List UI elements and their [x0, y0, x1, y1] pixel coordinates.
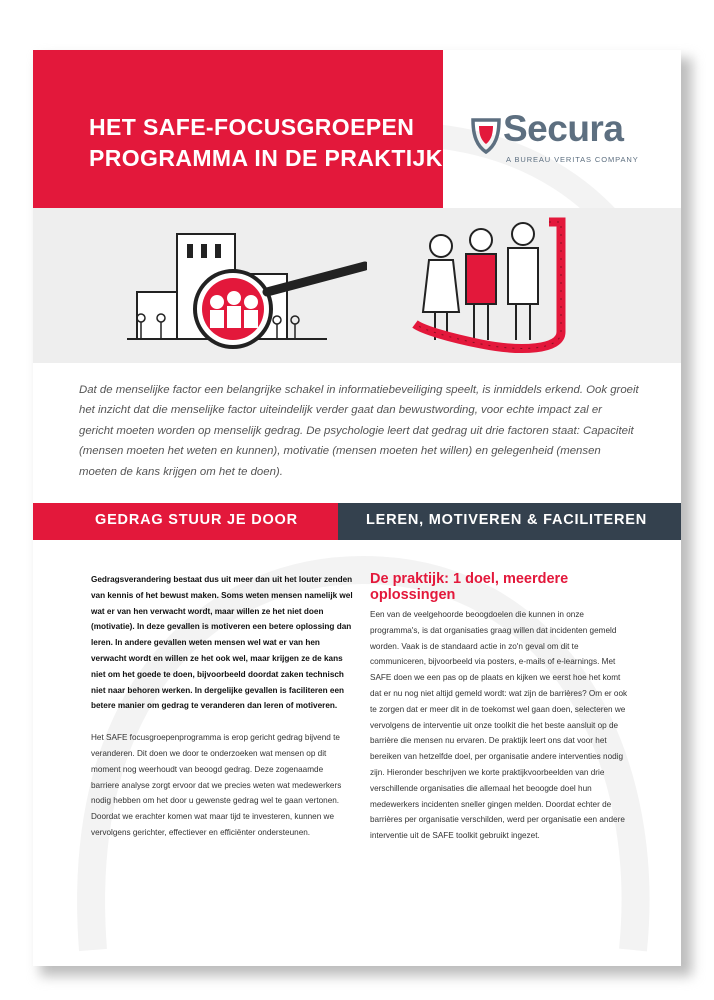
title-line-2: PROGRAMMA IN DE PRAKTIJK: [89, 145, 443, 171]
secura-logo: [469, 108, 649, 170]
banner-left-text: GEDRAG STUUR JE DOOR: [95, 512, 298, 528]
left-paragraph-1: Gedragsverandering bestaat dus uit meer dan uit het louter zenden van kennis of het bewust maken. Soms weten mensen namelijk wel wat er van hen verwacht wordt, maar willen ze het niet doen (motivatie). In deze gevallen is motiveren een betere oplossing dan leren. In andere gevallen weten mensen wel wat er van hen verwacht wordt en willen ze het ook wel, maar krijgen ze de kans niet om het goede te doen, bijvoorbeeld doordat zaken technisch niet naar behoren werken. In dergelijke gevallen is faciliteren een betere manier om gedrag te veranderen dan leren of motiveren.: [91, 575, 353, 711]
right-column-heading: De praktijk: 1 doel, meerdere oplossingen: [370, 571, 569, 603]
logo-wordmark: Secura: [503, 108, 624, 149]
left-column: [91, 572, 353, 857]
title-line-1: HET SAFE-FOCUSGROEPEN: [89, 114, 415, 140]
banner-left: [33, 503, 338, 540]
shield-logo-icon: [469, 116, 503, 154]
right-paragraph: Een van de veelgehoorde beoogdoelen die kunnen in onze programma's, is dat organisaties graag willen dat incidenten gemeld worden. Vaak is de standaard actie in zo'n geval om dit te communiceren, bijvoorbeeld via posters, e-mails of e-learnings. Met SAFE doen we een pas op de plaats en kijken we eerst hoe het komt dat er nu nog niet altijd gemeld wordt: wat zijn de barrières? Om er ook te zorgen dat er meer dit in de toekomst wel gaan doen, selecteren we vervolgens de interventie uit onze toolkit die het beste aansluit op de barrière die mensen nu ervaren. De praktijk leert ons dat voor het bereiken van hetzelfde doel, per organisatie andere interventies nodig zijn. Hieronder beschrijven we korte praktijkvoorbeelden van drie verschillende organisaties die allemaal het beoogde doel hun medewerkers incidenten sneller gingen melden. Doordat echter de barrières per organisatie verschilden, werd per organisatie een andere interventie uit de SAFE toolkit gebruikt ingezet.: [370, 610, 628, 841]
document-page: [33, 50, 681, 966]
header-banner: [33, 50, 443, 208]
people-measuring-tape-illustration: [411, 212, 601, 362]
magnifier-city-illustration: [127, 214, 367, 364]
banner-right-text: LEREN, MOTIVEREN & FACILITEREN: [366, 512, 647, 528]
right-column: [370, 572, 632, 860]
logo-tagline: A BUREAU VERITAS COMPANY: [506, 155, 639, 164]
intro-paragraph: Dat de menselijke factor een belangrijke schakel in informatiebeveiliging speelt, is inmiddels erkend. Ook groeit het inzicht dat die menselijke factor uiteindelijk verder gaat dan bewustwording, voor echte impact zal er gericht moeten worden op menselijk gedrag. De psychologie leert dat gedrag uit drie factoren staat: Capaciteit (mensen moeten het weten en kunnen), motivatie (mensen moeten het willen) en gelegenheid (mensen moeten de kans krijgen om het te doen).: [79, 384, 639, 478]
banner-right: [338, 503, 681, 540]
left-paragraph-2: Het SAFE focusgroepenprogramma is erop gericht gedrag bijvend te veranderen. Dit doen we door te onderzoeken wat mensen op dit moment nog weerhoudt van beoogd gedrag. Deze zogenaamde barriere analyse zorgt ervoor dat we precies weten wat medewerkers nodig hebben om het door u gewenste gedrag wel te gaan vertonen. Doordat we erachter komen wat maar tijd te investeren, kunnen we vervolgens gerichter, effectiever en efficiënter ondersteunen.: [91, 733, 342, 837]
page-title: [89, 112, 443, 174]
illustration-band: [33, 208, 681, 363]
